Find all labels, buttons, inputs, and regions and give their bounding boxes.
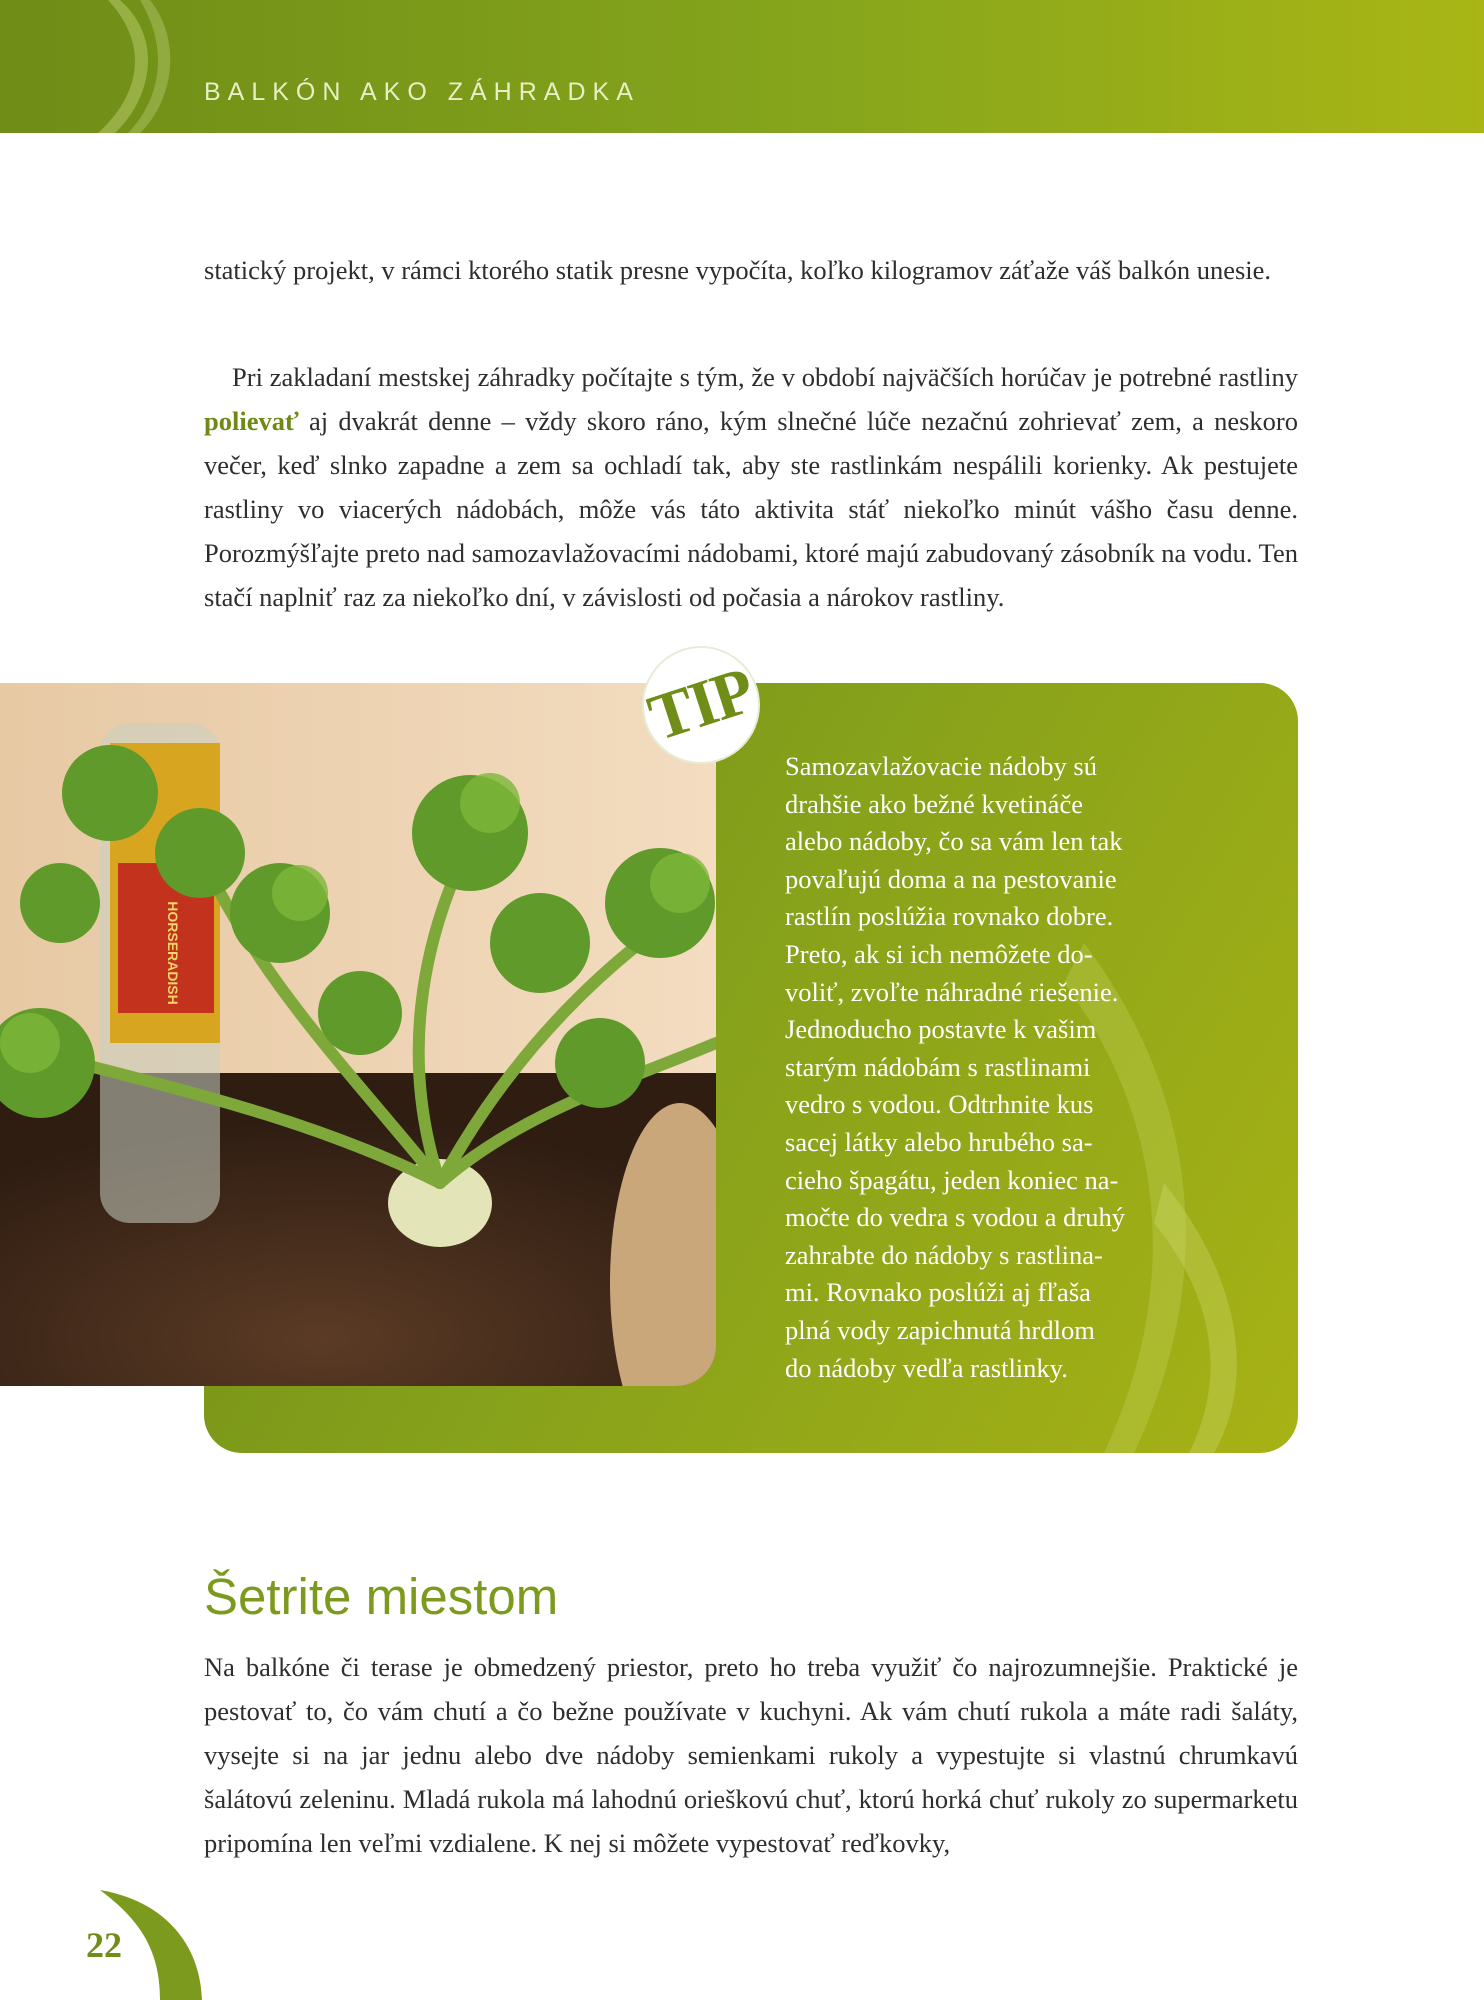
tip-line: zahrabte do nádoby s rastlina-	[785, 1239, 1103, 1270]
bottle-label-text: HORSERADISH	[165, 901, 181, 1005]
section-heading: Šetrite miestom	[204, 1568, 559, 1625]
tip-line: Preto, ak si ich nemôžete do-	[785, 938, 1093, 969]
tip-line: alebo nádoby, čo sa vám len tak	[785, 826, 1123, 857]
leaf-swoosh-icon	[0, 0, 200, 133]
tip-line: drahšie ako bežné kvetináče	[785, 788, 1083, 819]
tip-line: sacej látky alebo hrubého sa-	[785, 1126, 1093, 1157]
celery-in-soil-photo	[0, 683, 716, 1386]
plant-illustration	[0, 683, 716, 1386]
section-paragraph: Na balkóne či terase je obmedzený priestor, preto ho treba využiť čo najrozumnejšie. Praktické je pestovať to, čo vám chutí a čo bežne používate v kuchyni. Ak vám chutí rukola a máte radi šaláty, vysejte si na jar jednu alebo dve nádoby semienkami rukoly a vypestujte si vlastnú chrumkavú šalátovú zeleninu. Mladá rukola má lahodnú orieškovú chuť, ktorú horká chuť rukoly zo supermarketu pripomína len veľmi vzdialene. K nej si môžete vypestovať reďkovky,	[204, 1652, 1298, 1858]
tip-badge-label: TIP	[640, 653, 762, 756]
tip-line: voliť, zvoľte náhradné riešenie.	[785, 976, 1119, 1007]
tip-line: do nádoby vedľa rastlinky.	[785, 1352, 1068, 1383]
tip-line: Jednoducho postavte k vašim	[785, 1014, 1097, 1045]
tip-line: plná vody zapichnutá hrdlom	[785, 1314, 1095, 1345]
body-paragraph-watering	[204, 355, 1298, 619]
tip-line: povaľujú doma a na pestovanie	[785, 863, 1117, 894]
running-header-title: BALKÓN AKO ZÁHRADKA	[204, 78, 640, 106]
tip-line: rastlín poslúžia rovnako dobre.	[785, 901, 1114, 932]
tip-line: cieho špagátu, jeden koniec na-	[785, 1164, 1119, 1195]
paragraph-text-after: aj dvakrát denne – vždy skoro ráno, kým slnečné lúče nezačnú zohrievať zem, a neskoro večer, keď slnko zapadne a zem sa ochladí tak, aby ste rastlinkám nespálili korienky. Ak pestujete rastliny vo viacerých nádobách, môže vás táto aktivita stáť niekoľko minút vášho času denne. Porozmýšľajte preto nad samozavlažovacími nádobami, ktoré majú zabudovaný zásobník na vodu. Ten stačí naplniť raz za niekoľko dní, v závislosti od počasia a nárokov rastliny.	[204, 406, 1298, 612]
paragraph-text-before: Pri zakladaní mestskej záhradky počítajte s tým, že v období najväčších horúčav je potrebné rastliny	[232, 362, 1298, 392]
tip-line: Samozavlažovacie nádoby sú	[785, 751, 1097, 781]
tip-text	[785, 748, 1170, 1387]
page-header	[0, 0, 1484, 133]
page-number: 22	[86, 1925, 122, 1965]
body-paragraph-continued: statický projekt, v rámci ktorého statik presne vypočíta, koľko kilogramov záťaže váš balkón unesie.	[204, 255, 1272, 285]
highlight-term: polievať	[204, 406, 299, 436]
tip-line: starým nádobám s rastlinami	[785, 1051, 1091, 1082]
tip-line: močte do vedra s vodou a druhý	[785, 1202, 1125, 1233]
tip-badge	[640, 648, 762, 762]
tip-line: vedro s vodou. Odtrhnite kus	[785, 1089, 1094, 1120]
tip-line: mi. Rovnako poslúži aj fľaša	[785, 1277, 1091, 1308]
